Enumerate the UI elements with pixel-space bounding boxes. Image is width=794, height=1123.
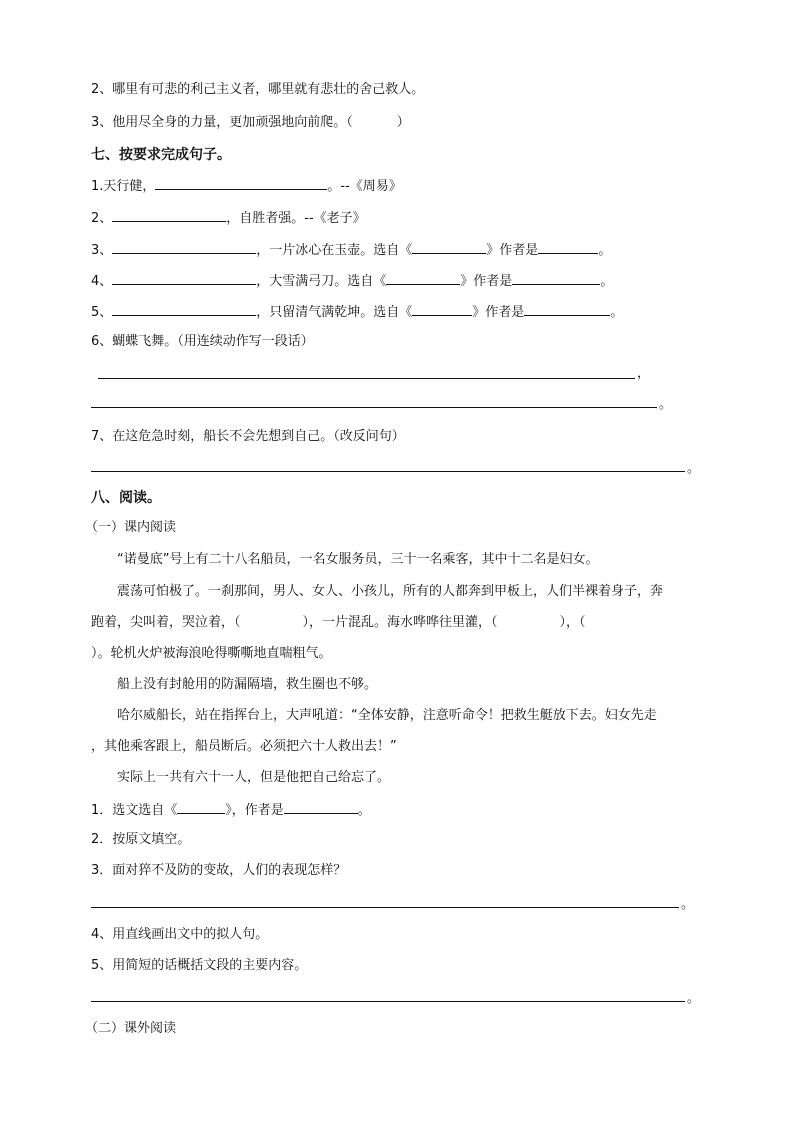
question-7-1 [91, 176, 402, 196]
q7-5-end: 。 [610, 305, 624, 320]
passage-paragraph-1: “诺曼底”号上有二十八名船员，一名女服务员，三十一名乘客，其中十二名是妇女。 [117, 552, 599, 567]
part-2-title: （二）课外阅读 [85, 1021, 177, 1036]
reading-question-3: 3．面对猝不及防的变故，人们的表现怎样？ [91, 863, 347, 878]
question-7-7: 7、在这危急时刻，船长不会先想到自己。（改反问句） [91, 429, 405, 444]
q7-2-label: 2、 [91, 211, 113, 226]
line-period: 。 [681, 897, 695, 912]
line-period: 。 [659, 397, 673, 412]
answer-line[interactable] [91, 1001, 685, 1002]
answer-line[interactable] [91, 471, 685, 472]
reading-question-2: 2．按原文填空。 [91, 832, 191, 847]
fill-blank[interactable] [155, 176, 327, 190]
rq1-b: 》，作者是 [225, 803, 284, 818]
passage-paragraph-3: 船上没有封舱用的防漏隔墙，救生圈也不够。 [117, 677, 378, 692]
q7-5-label: 5、 [91, 305, 113, 320]
p2-l2-a: 跑着，尖叫着，哭泣着，（ [91, 615, 241, 630]
q7-1-label: 1.天行健， [91, 179, 156, 194]
answer-line[interactable] [91, 407, 657, 408]
line-comma: ， [637, 366, 651, 381]
q7-3-text: ，一片冰心在玉壶。选自《 [256, 243, 413, 258]
p2-l2-c: ），（ [559, 615, 586, 630]
q7-3-author-label: 》作者是 [486, 243, 539, 258]
sentence-3-close: ） [396, 115, 410, 130]
fill-blank[interactable] [112, 240, 256, 254]
fill-blank[interactable] [112, 271, 256, 285]
q7-4-text: ，大雪满弓刀。选自《 [256, 274, 387, 289]
question-7-5 [91, 302, 623, 322]
rq1-a: 1．选文选自《 [91, 803, 178, 818]
fill-blank[interactable] [177, 800, 225, 814]
q7-4-author-label: 》作者是 [460, 274, 513, 289]
q7-1-source: 。--《周易》 [327, 179, 402, 194]
passage-paragraph-4-line-1: 哈尔威船长，站在指挥台上，大声吼道：“全体安静，注意听命令！把救生艇放下去。妇女先走 [117, 708, 657, 723]
sentence-3 [91, 114, 410, 132]
reading-question-4: 4、用直线画出文中的拟人句。 [91, 927, 269, 942]
passage-paragraph-2-line-2 [91, 614, 586, 632]
p2-l2-b: ），一片混乱。海水哗哗往里灌，（ [302, 615, 498, 630]
fill-blank[interactable] [512, 271, 600, 285]
q7-5-text: ，只留清气满乾坤。选自《 [256, 305, 413, 320]
q7-4-end: 。 [600, 274, 614, 289]
sentence-3-text: 3、他用尽全身的力量，更加顽强地向前爬。（ [91, 115, 353, 130]
passage-paragraph-4-line-2: ，其他乘客跟上，船员断后。必须把六十人救出去！” [91, 739, 397, 754]
line-period: 。 [687, 991, 701, 1006]
passage-paragraph-5: 实际上一共有六十一人，但是他把自己给忘了。 [117, 770, 391, 785]
part-1-title: （一）课内阅读 [85, 520, 177, 535]
section-8-title: 八、阅读。 [91, 490, 161, 506]
section-7-title: 七、按要求完成句子。 [91, 147, 231, 163]
fill-blank[interactable] [112, 208, 226, 222]
question-7-6: 6、蝴蝶飞舞。（用连续动作写一段话） [91, 334, 314, 349]
q7-3-end: 。 [598, 243, 612, 258]
fill-blank[interactable] [412, 240, 486, 254]
sentence-2: 2、哪里有可悲的利己主义者，哪里就有悲壮的舍己救人。 [91, 82, 425, 97]
answer-line[interactable] [91, 907, 679, 908]
question-7-2 [91, 208, 366, 228]
line-period: 。 [687, 461, 701, 476]
question-7-3 [91, 240, 611, 260]
q7-2-source: ，自胜者强。--《老子》 [226, 211, 366, 226]
fill-blank[interactable] [386, 271, 460, 285]
passage-paragraph-2-line-1: 震荡可怕极了。一刹那间，男人、女人、小孩儿，所有的人都奔到甲板上，人们半裸着身子，奔 [117, 584, 664, 599]
rq1-c: 。 [357, 803, 371, 818]
question-7-4 [91, 271, 613, 291]
fill-blank[interactable] [524, 302, 610, 316]
fill-blank[interactable] [112, 302, 256, 316]
fill-blank[interactable] [284, 800, 358, 814]
fill-blank[interactable] [538, 240, 598, 254]
q7-5-author-label: 》作者是 [472, 305, 525, 320]
fill-blank[interactable] [412, 302, 472, 316]
reading-question-1 [91, 800, 371, 820]
answer-line[interactable] [98, 378, 635, 379]
q7-4-label: 4、 [91, 274, 113, 289]
passage-paragraph-2-line-3: ）。轮机火炉被海浪呛得嘶嘶地直喘粗气。 [91, 646, 332, 661]
reading-question-5: 5、用简短的话概括文段的主要内容。 [91, 958, 308, 973]
q7-3-label: 3、 [91, 243, 113, 258]
